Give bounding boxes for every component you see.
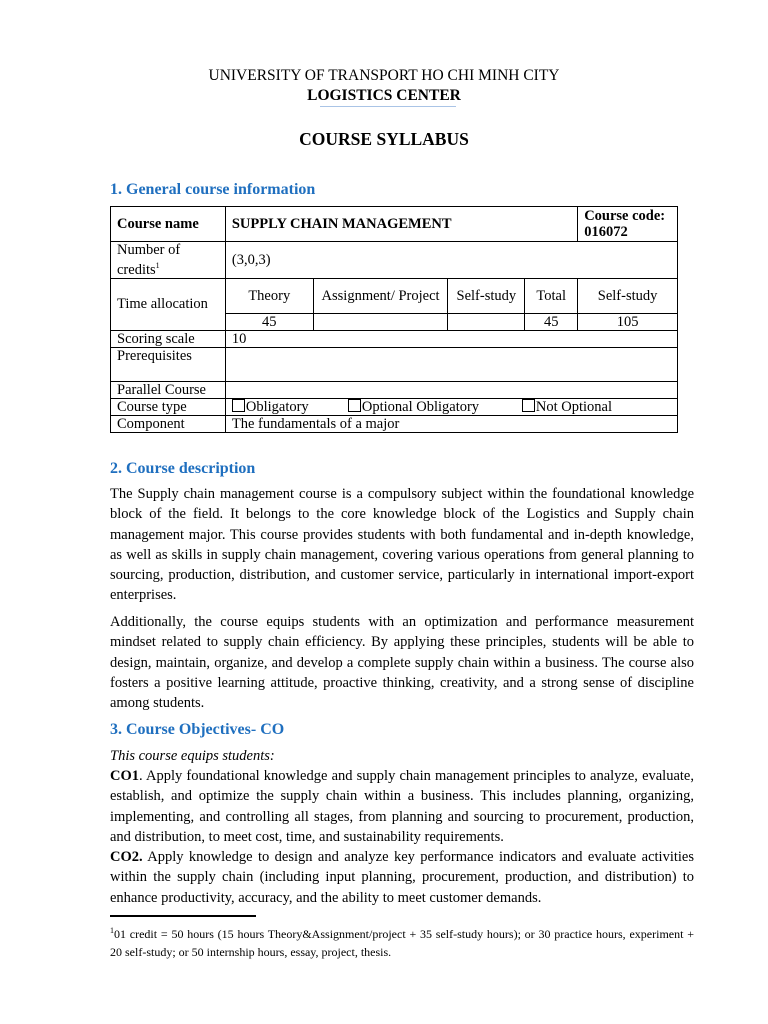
objective-co2	[110, 847, 694, 908]
parallel-course-label: Parallel Course	[111, 381, 226, 398]
course-type-obligatory-label: Obligatory	[245, 398, 309, 415]
table-row	[111, 415, 678, 432]
checkbox-icon[interactable]	[232, 399, 245, 412]
prerequisites-label: Prerequisites	[111, 347, 226, 381]
time-allocation-label: Time allocation	[111, 278, 226, 330]
table-row	[111, 347, 678, 381]
time-header-total: Total	[525, 278, 578, 313]
course-type-optional-obligatory[interactable]	[348, 399, 522, 415]
section-1-heading: 1. General course information	[110, 181, 316, 198]
time-value-selfstudy: 105	[578, 313, 678, 330]
footnote	[110, 922, 694, 961]
credits-footnote-mark: 1	[155, 261, 160, 270]
course-name-value: SUPPLY CHAIN MANAGEMENT	[225, 207, 577, 242]
objective-co1	[110, 766, 694, 847]
co1-text: . Apply foundational knowledge and supply chain management principles to analyze, evaluate, establish, and optimize the supply chain within a business. This includes planning, organizing, implementing, and controlling all stages, from planning and sourcing to procurement, production, and distribution, to meet cost, time, and sustainability requirements.	[110, 768, 694, 845]
credits-value: (3,0,3)	[225, 242, 677, 279]
table-row	[111, 242, 678, 279]
course-type-not-optional[interactable]	[522, 399, 612, 415]
course-type-not-optional-label: Not Optional	[535, 398, 612, 415]
course-name-label: Course name	[111, 207, 226, 242]
scoring-label: Scoring scale	[111, 330, 226, 347]
document-title: COURSE SYLLABUS	[299, 129, 469, 149]
time-header-theory: Theory	[225, 278, 313, 313]
component-label: Component	[111, 415, 226, 432]
credits-label: Number of credits	[117, 242, 181, 278]
course-type-obligatory[interactable]	[232, 399, 348, 415]
time-value-theory: 45	[225, 313, 313, 330]
time-value-assignment	[313, 313, 448, 330]
footnote-mark: 1	[110, 926, 114, 935]
co2-text: Apply knowledge to design and analyze key performance indicators and evaluate activities within the supply chain (including input planning, procurement, production, and distribution) to enhance productivity, accuracy, and the ability to meet customer demands.	[110, 849, 694, 906]
footnote-separator	[110, 915, 256, 917]
footnote-text: 01 credit = 50 hours (15 hours Theory&Assignment/project + 35 self-study hours); or 30 practice hours, experiment + 20 self-study; or 50 internship hours, essay, project, thesis.	[110, 927, 694, 959]
checkbox-icon[interactable]	[348, 399, 361, 412]
component-value: The fundamentals of a major	[225, 415, 677, 432]
parallel-course-value	[225, 381, 677, 398]
section-2-heading: 2. Course description	[110, 460, 256, 477]
course-type-options	[225, 398, 677, 415]
course-description-paragraph-1: The Supply chain management course is a compulsory subject within the foundational knowledge block of the field. It belongs to the core knowledge block of the Logistics and Supply chain management major. This course provides students with both fundamental and in-depth knowledge, as well as skills in supply chain management, covering various operations from general planning to sourcing, production, distribution, and customer service, particularly in international import-export enterprises.	[110, 486, 694, 604]
course-type-optional-obligatory-label: Optional Obligatory	[361, 398, 480, 415]
scoring-value: 10	[225, 330, 677, 347]
time-header-assignment: Assignment/ Project	[313, 278, 448, 313]
co2-label: CO2.	[110, 849, 143, 865]
course-code: Course code: 016072	[578, 207, 678, 242]
course-info-table	[110, 206, 678, 433]
center-underline	[320, 106, 456, 107]
university-name: UNIVERSITY OF TRANSPORT HO CHI MINH CITY	[208, 67, 560, 84]
table-row	[111, 278, 678, 313]
course-description-paragraph-2: Additionally, the course equips students with an optimization and performance measurement mindset related to supply chain efficiency. By applying these principles, students will be able to design, maintain, organize, and develop a complete supply chain within a business. The course also fosters a positive learning attitude, proactive thinking, creativity, and a strong sense of discipline among students.	[110, 614, 694, 712]
table-row	[111, 330, 678, 347]
time-value-selfstudy-hours	[448, 313, 525, 330]
table-row	[111, 207, 678, 242]
center-name: LOGISTICS CENTER	[307, 87, 461, 104]
time-header-selfstudy-hours: Self-study	[448, 278, 525, 313]
objectives-intro: This course equips students:	[110, 748, 275, 764]
co1-label: CO1	[110, 768, 139, 784]
credits-label-cell	[111, 242, 226, 279]
section-3-heading: 3. Course Objectives- CO	[110, 721, 285, 738]
prerequisites-value	[225, 347, 677, 381]
checkbox-icon[interactable]	[522, 399, 535, 412]
table-row	[111, 381, 678, 398]
time-header-selfstudy: Self-study	[578, 278, 678, 313]
table-row	[111, 398, 678, 415]
time-value-total: 45	[525, 313, 578, 330]
course-type-label: Course type	[111, 398, 226, 415]
